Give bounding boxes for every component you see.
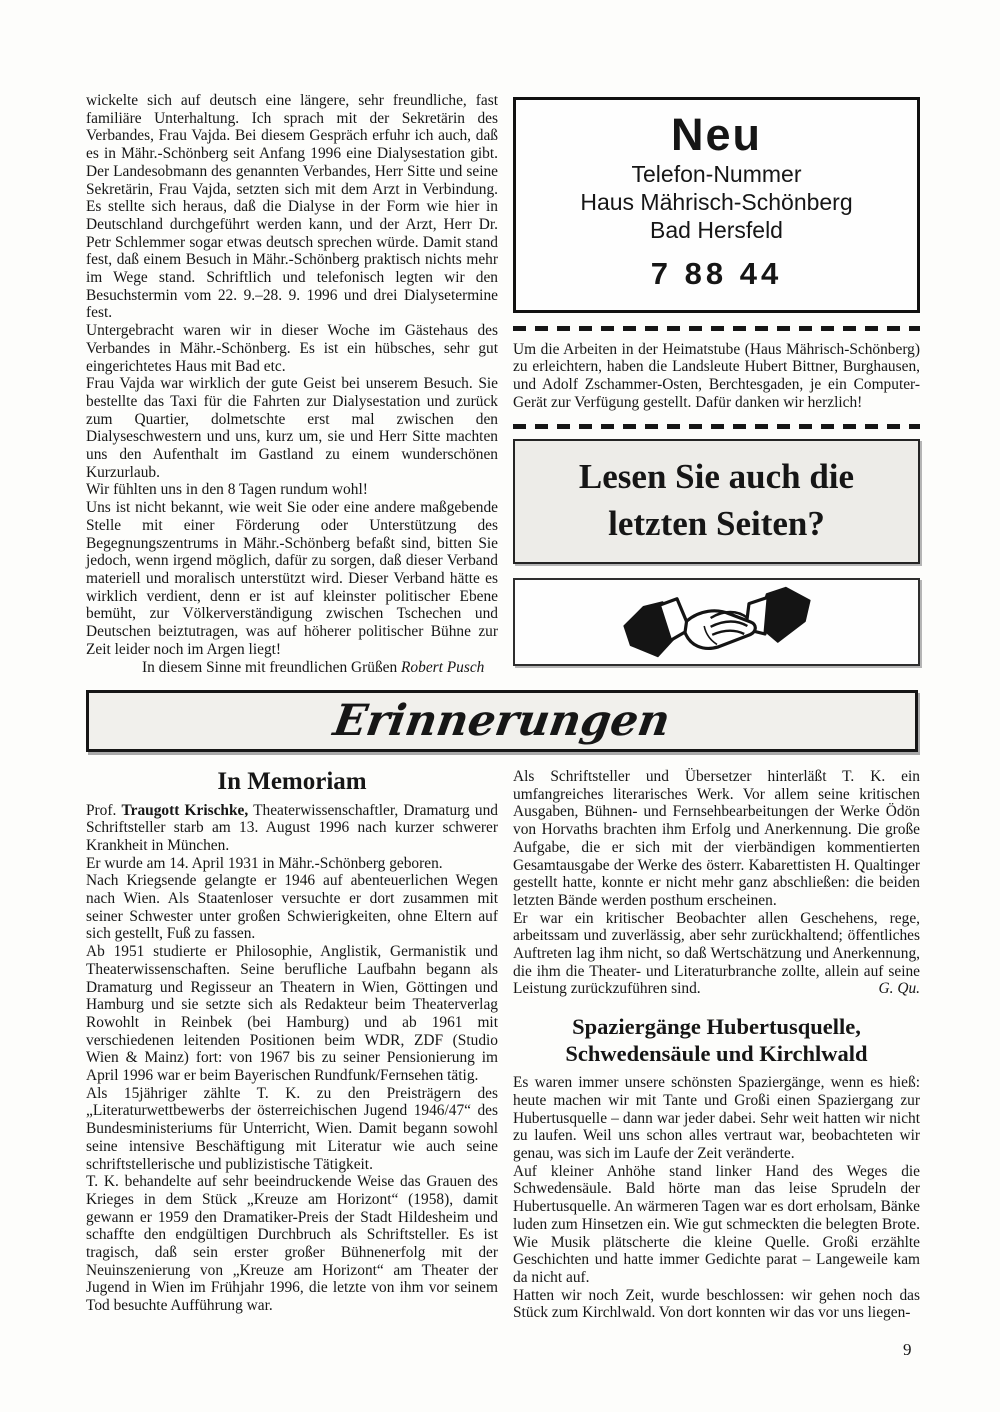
memoriam-heading: In Memoriam — [217, 768, 367, 795]
author-signature: Robert Pusch — [401, 658, 485, 676]
paragraph: Untergebracht waren wir in dieser Woche im Gästehaus des Verbandes in Mähr.-Schönberg. Es ist ein hübsches, sehr gut eingerichtetes Haus mit Bad etc. — [86, 322, 498, 375]
dashed-divider — [513, 326, 920, 331]
paragraph: Als Schriftsteller und Übersetzer hinterläßt T. K. ein umfangreiches literarisches Werk. Vor allem seine kritischen Ausgaben, Bühnen- und Fernsehbearbeitungen der Werke Ödön von Horvaths brachten ihm Erfolg und Anerkennung. Die große Aufgabe, die er sich mit der vierbändigen kommentierten Gesamtausgabe der Werke des österr. Kabarettisten H. Qualtinger gestellt hatte, konnte er nicht mehr ganz abschließen: die beiden letzten Bände werden posthum erscheinen. — [513, 768, 920, 909]
heimatstube-note: Um die Arbeiten in der Heimatstube (Haus Mährisch-Schönberg) zu erleichtern, haben die Landsleute Hubert Bittner, Burghausen, und Adolf Zschammer-Osten, Berchtesgaden, je ein Computer-Gerät zur Verfügung gestellt. Dafür danken wir herzlich! — [513, 340, 920, 411]
memoriam-article-right — [513, 768, 920, 1322]
paragraph — [86, 802, 498, 855]
handshake-image-box — [513, 578, 920, 666]
handshake-icon — [617, 578, 817, 666]
neu-line-haus: Haus Mährisch-Schönberg — [580, 188, 853, 215]
paragraph: Nach Kriegsende gelangte er 1946 auf abenteuerlichen Wegen nach Wien. Als Staatenloser versuchte er dort zusammen mit seiner Schwester unter großen Schwierigkeiten, ohne Eltern auf sich gestellt, Fuß zu fassen. — [86, 872, 498, 943]
dashed-divider — [513, 424, 920, 429]
spaziergaenge-heading-line2: Schwedensäule und Kirchlwald — [565, 1040, 868, 1066]
memoriam-p1-rest: Theaterwissenschaftler, Dramaturg und Schriftsteller starb am 13. August 1996 nach kurzer schwerer Krankheit in München. — [86, 801, 498, 854]
memoriam-p1-prefix: Prof. — [86, 801, 122, 819]
lesen-line-1: Lesen Sie auch die — [578, 457, 855, 497]
paragraph: Als 15jähriger zählte T. K. zu den Preisträgern des „Literaturwettbewerbs der österreichischen Jugend 1946/47“ des Bundesministeriums für Unterricht, Wien. Damit begann sowohl seine intensive Beschäftigung mit Literatur wie auch seine schriftstellerische und publizistische Tätigkeit. — [86, 1084, 498, 1173]
paragraph — [513, 910, 920, 999]
spaziergaenge-heading — [513, 1014, 920, 1067]
memoriam-article-left — [86, 768, 498, 1315]
section-title: Erinnerungen — [330, 696, 674, 746]
neu-title: Neu — [670, 109, 762, 160]
closing-text: In diesem Sinne mit freundlichen Grüßen — [142, 658, 398, 676]
neu-line-telefon: Telefon-Nummer — [631, 160, 802, 187]
paragraph: Uns ist nicht bekannt, wie weit Sie oder eine andere maßgebende Stelle mit einer Förderung oder Unterstützung des Begegnungszentrums in Mähr.-Schönberg befaßt sind, bitten Sie jedoch, wenn irgend möglich, dafür zu sorgen, daß dieser Verband materiell und moralisch unterstützt wird. Dieser Verband hätte es wirklich verdient, denn er ist auf kleinster politischer Ebene bemüht, zur Völkerverständigung zwischen Tschechen und Deutschen beiztutragen, was auf höherer politischer Bühne zur Zeit leider noch im Argen liegt! — [86, 499, 498, 658]
article-closing-line — [86, 659, 498, 677]
paragraph: Frau Vajda war wirklich der gute Geist bei unserem Besuch. Sie bestellte das Taxi für die Fahrten zur Dialysestation und zurück zum Quartier, dolmetschte erst mal zwischen den Dialyseschwestern und uns, kurz um, sie und Herr Sitte machten uns den Aufenthalt im Gastland zu einem wunderschönen Kurzurlaub. — [86, 375, 498, 481]
paragraph: Auf kleiner Anhöhe stand linker Hand des Weges die Schwedensäule. Bald hörte man das leise Sprudeln der Hubertusquelle. An wärmeren Tagen war es dort erholsam, Bänke luden zum Hinsetzen ein. Wie gut schmeckten die belegten Brote. Wie Musik plätscherte die kleine Quelle. Großi erzählte Geschichten und hatte immer Gedichte parat – Langeweile kam da nicht auf. — [513, 1162, 920, 1286]
paragraph: Hatten wir noch Zeit, wurde beschlossen: wir gehen noch das Stück zum Kirchlwald. Von dort konnten wir das vor uns liegen- — [513, 1286, 920, 1322]
lesen-sie-notice-box — [513, 439, 920, 563]
phone-number: 7 88 44 — [650, 255, 783, 291]
article-dialyse-besuch — [86, 92, 498, 676]
neu-line-ort: Bad Hersfeld — [650, 216, 783, 243]
section-banner-erinnerungen — [86, 690, 918, 752]
author-initials: G. Qu. — [878, 980, 920, 998]
paragraph: Ab 1951 studierte er Philosophie, Anglistik, Germanistik und Theaterwissenschaften. Seine berufliche Laufbahn begann als Dramaturg und Regisseur an Theatern in Wien, Göttingen und Hamburg und sie setzte sich als Redakteur beim Theaterverlag Rowohlt in Reinbek (bei Hamburg) und ab 1961 mit verschiedenen leitenden Positionen beim WDR, ZDF (Studio Wien & Mainz) fort: von 1967 bis zu seiner Pensionierung im April 1996 war er beim Bayerischen Rundfunk/Fernsehen tätig. — [86, 943, 498, 1085]
memoriam-name: Traugott Krischke, — [121, 801, 249, 819]
paragraph: Wir fühlten uns in den 8 Tagen rundum wohl! — [86, 481, 368, 499]
memoriam-last-paragraph: Er war ein kritischer Beobachter allen Geschehens, rege, arbeitssam und zuverlässig, aber sehr zurückhaltend; öffentliches Auftreten lag ihm nicht, so daß Wertschätzung und Anerkennung, die ihm die Theater- und Literaturbranche zollte, allein auf seine Leistung zurückzuführen sind. — [513, 909, 920, 998]
paragraph: T. K. behandelte auf sehr beeindruckende Weise das Grauen des Krieges in dem Stück „Kreuze am Horizont“ (1958), damit gewann er 1959 den Dramatiker-Preis der Stadt Hildesheim und schaffte den endgültigen Durchbruch als Schriftsteller. Es ist tragisch, daß sein erster großer Bühnenerfolg mit der Neuinszenierung von „Kreuze am Horizont“ am Theater der Jugend in Wien im Frühjahr 1996, die letzte von ihm vor seinem Tod besuchte Aufführung war. — [86, 1173, 498, 1315]
right-column-top — [513, 97, 920, 666]
paragraph: wickelte sich auf deutsch eine längere, sehr freundliche, fast familiäre Unterhaltung. Ich sprach mit der Sekretärin des Verbandes, Frau Vajda. Bei diesem Gespräch erfuhr ich auch, daß es in Mähr.-Schönberg seit Anfang 1996 eine Dialysestation gibt. Der Landesobmann des genannten Verbandes, Herr Sitte und seine Sekretärin, Frau Vajda, setzten sich mit dem Arzt in Verbindung. Es stellte sich heraus, daß die Dialyse in der Form wie hier in Deutschland durchgeführt werden kann, und der Arzt, Herr Dr. Petr Schlemmer sogar etwas deutsch sprechen würde. Damit stand fest, daß einem Besuch in Mähr.-Schönberg praktisch nichts mehr im Wege stand. Schriftlich und telefonisch legten wir den Besuchstermin vom 22. 9.–28. 9. 1996 und drei Dialysetermine fest. — [86, 92, 498, 322]
paragraph: Es waren immer unsere schönsten Spaziergänge, wenn es hieß: heute machen wir mit Tante und Großi einen Spaziergang zur Hubertusquelle – dann war jeder dabei. Sehr weit hatten wir nicht zu laufen. Weil uns schon alles vertraut war, beobachteten wir genau, was sich im Laufe der Zeit veränderte. — [513, 1074, 920, 1163]
page-number: 9 — [903, 1340, 912, 1359]
neu-phone-announcement-box — [513, 97, 920, 313]
lesen-line-2: letzten Seiten? — [608, 503, 825, 543]
paragraph: Er wurde am 14. April 1931 in Mähr.-Schönberg geboren. — [86, 854, 443, 872]
spaziergaenge-heading-line1: Spaziergänge Hubertusquelle, — [572, 1014, 861, 1040]
